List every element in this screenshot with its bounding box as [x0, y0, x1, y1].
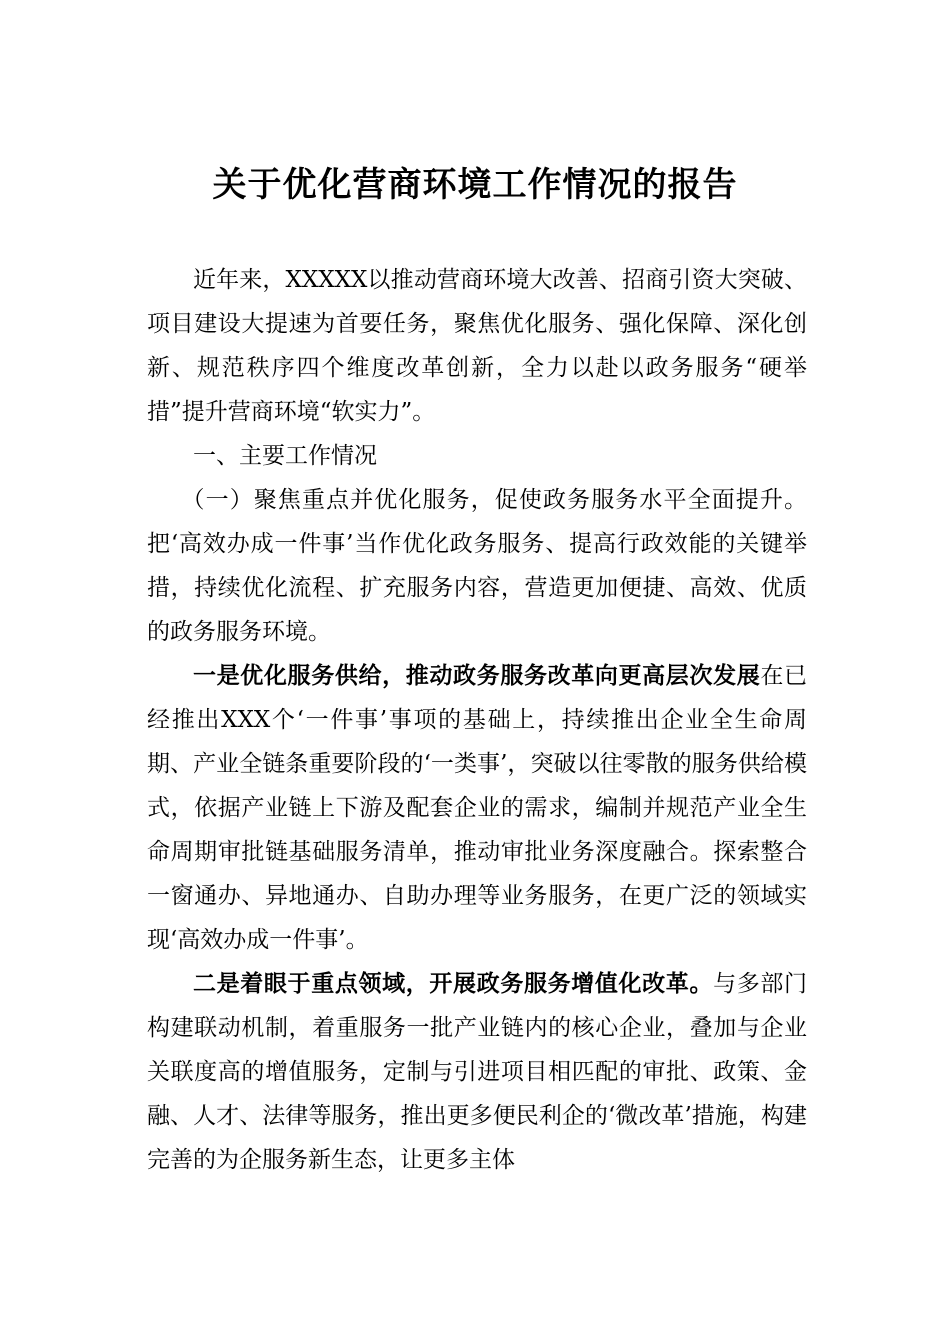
point-two-lead: 二是着眼于重点领域，开展政务服务增值化改革。: [193, 970, 714, 997]
point-one-lead: 一是优化服务供给，推动政务服务改革向更高层次发展: [193, 662, 761, 689]
section-heading: 一、主要工作情况: [193, 443, 377, 469]
point-one-body: 在已经推出XXX个‘一件事’事项的基础上，持续推出企业全生命周期、产业全链条重要阶段的‘一类事’，突破以往零散的服务供给模式，依据产业链上下游及配套企业的需求，编制并规范产业全生命周期审批链基础服务清单，推动审批业务深度融合。探索整合一窗通办、异地通办、自助办理等业务服务，在更广泛的领域实现‘高效办成一件事’。: [147, 663, 808, 953]
document-body: [147, 258, 807, 1182]
point-two-body: 与多部门构建联动机制，着重服务一批产业链内的核心企业，叠加与企业关联度高的增值服务，定制与引进项目相匹配的审批、政策、金融、人才、法律等服务，推出更多便民利企的‘微改革’措施，构建完善的为企服务新生态，让更多主体: [147, 971, 808, 1173]
point-one-paragraph: [147, 654, 807, 962]
subsection-paragraph: （一）聚焦重点并优化服务，促使政务服务水平全面提升。把‘高效办成一件事’当作优化政务服务、提高行政效能的关键举措，持续优化流程、扩充服务内容，营造更加便捷、高效、优质的政务服务环境。: [147, 487, 807, 645]
point-two-paragraph: [147, 962, 807, 1182]
intro-paragraph: 近年来，XXXXX以推动营商环境大改善、招商引资大突破、项目建设大提速为首要任务，聚焦优化服务、强化保障、深化创新、规范秩序四个维度改革创新，全力以赴以政务服务“硬举措”提升营商环境“软实力”。: [147, 267, 807, 425]
document-title: 关于优化营商环境工作情况的报告: [212, 165, 738, 205]
